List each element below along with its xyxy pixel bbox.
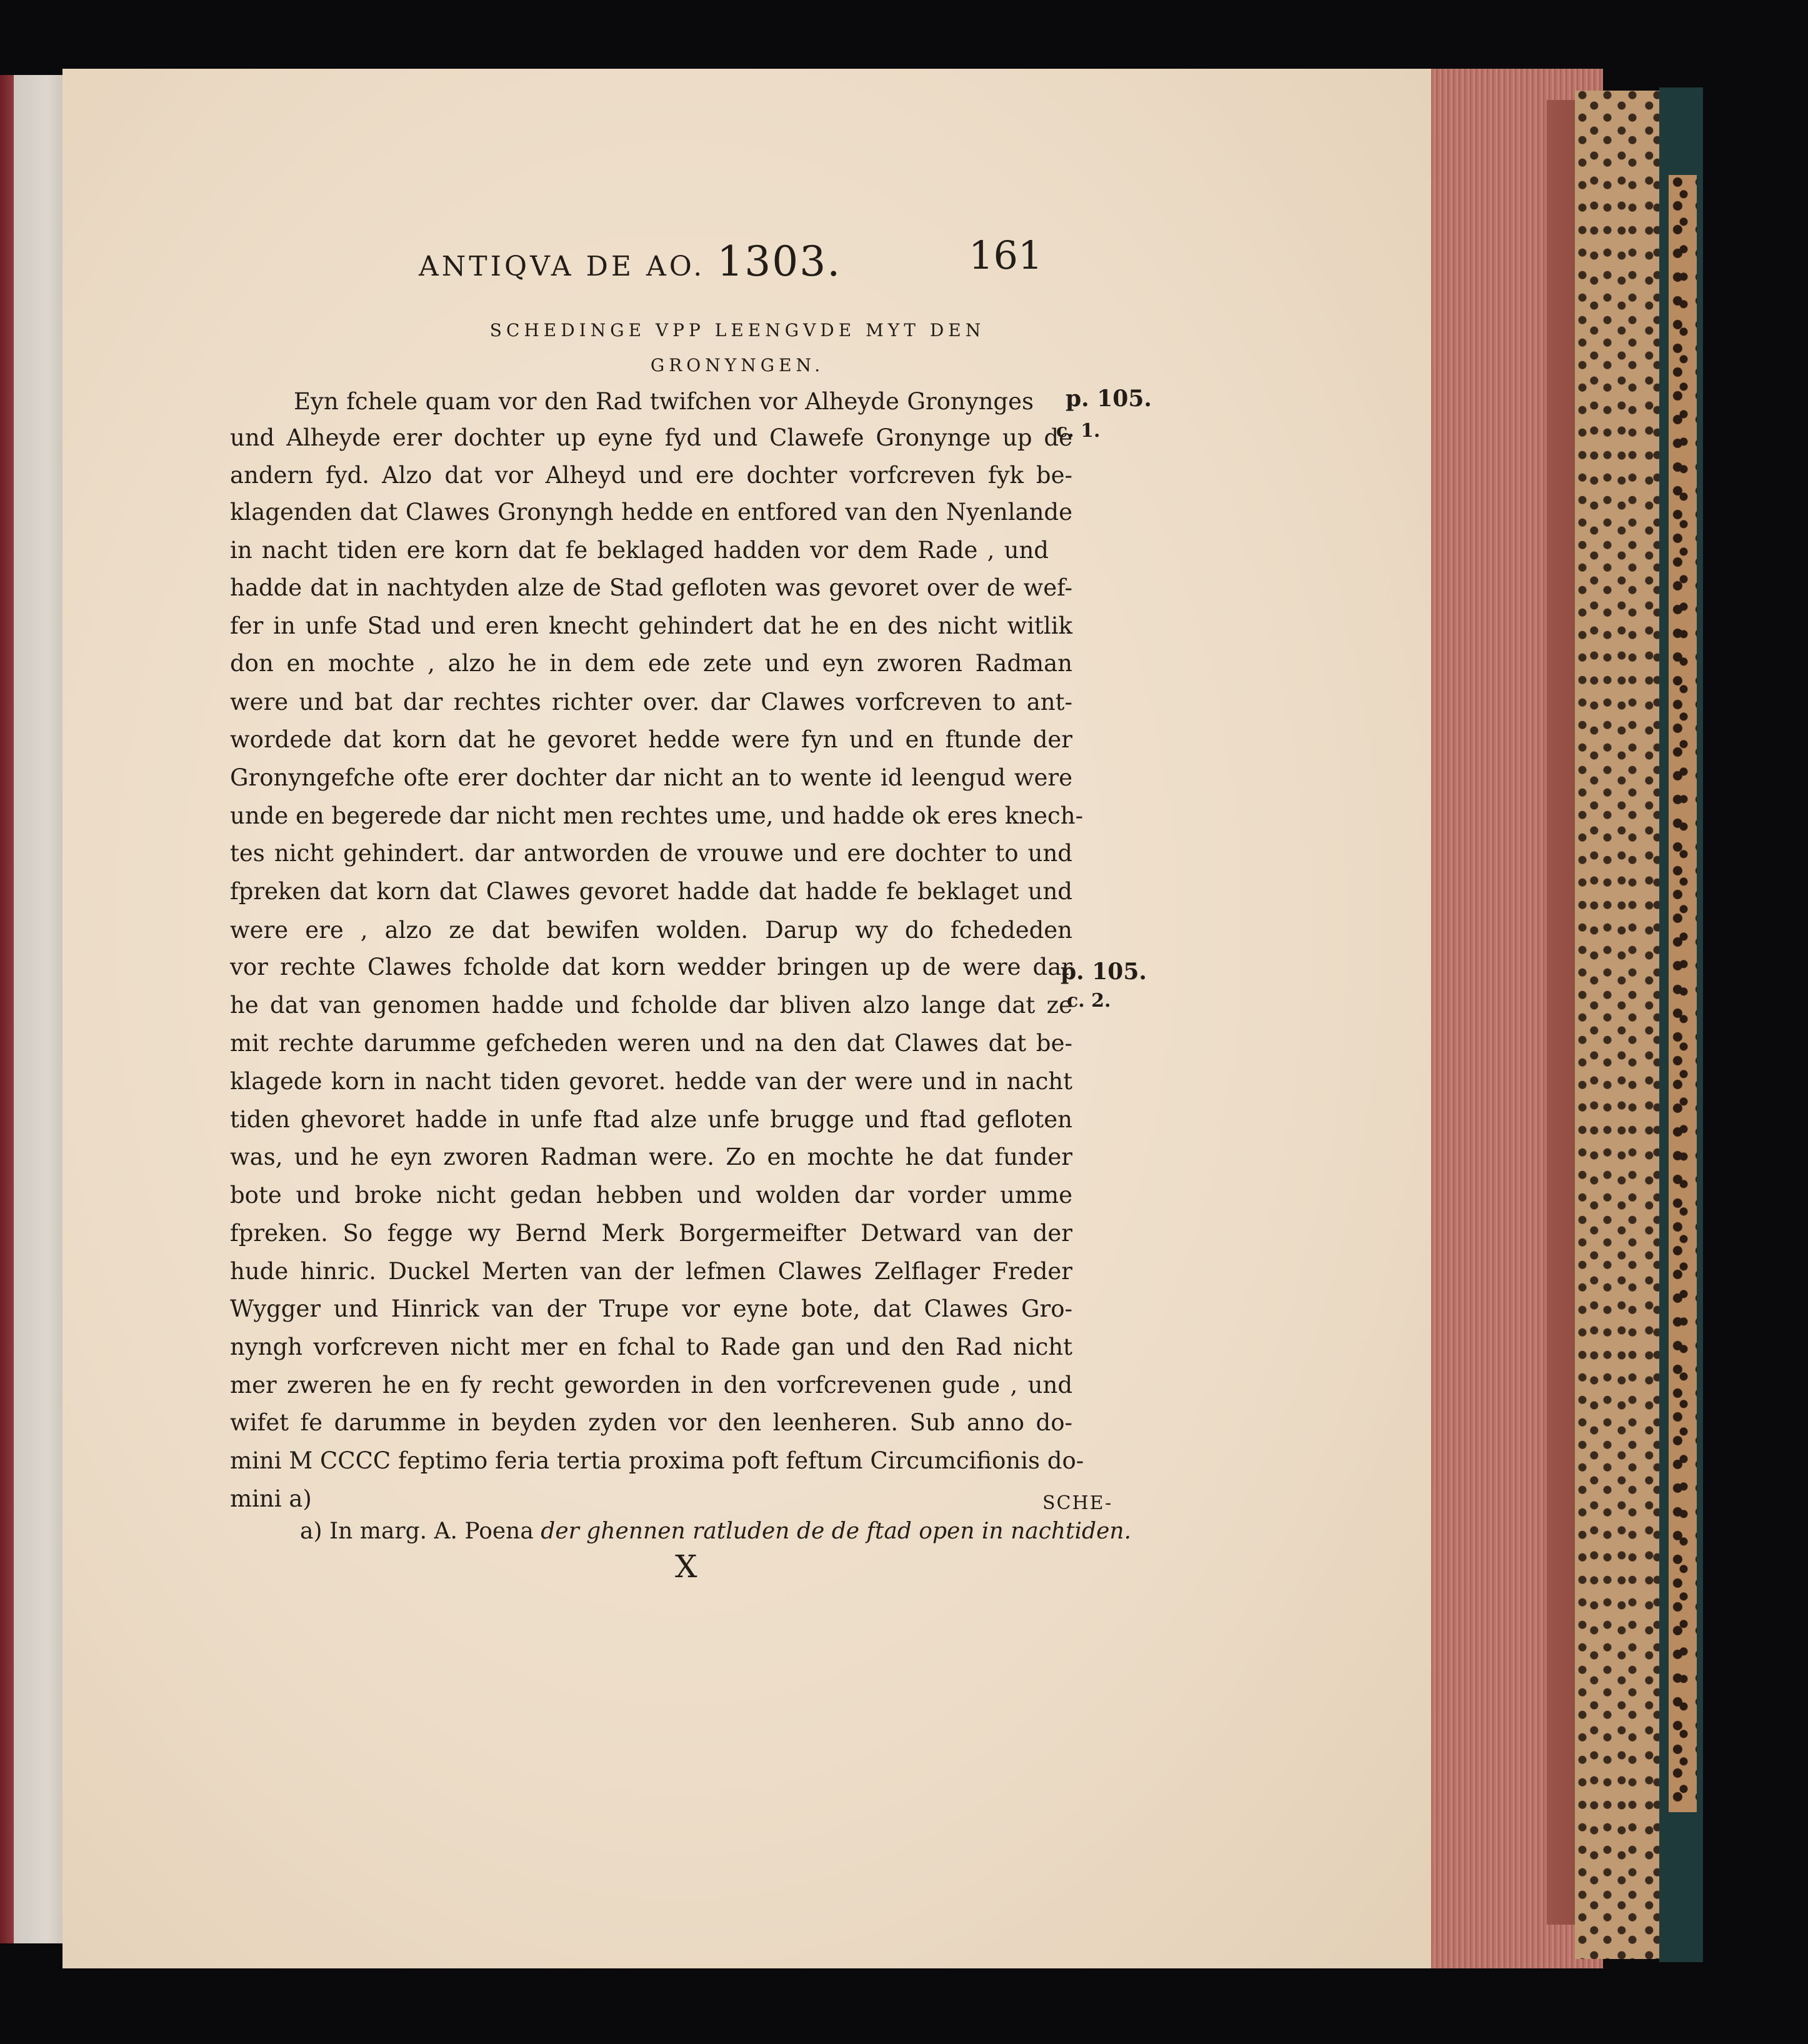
body-line: fpreken. So fegge wy Bernd Merk Borgermeifter Detward van der [230,1220,1072,1247]
margin-note-column: c. 1. [1056,420,1101,442]
body-line: Wygger und Hinrick van der Trupe vor eyne bote, dat Clawes Gro- [230,1295,1072,1322]
body-line: wifet fe darumme in beyden zyden vor den leenheren. Sub anno do- [230,1409,1072,1436]
body-line: und Alheyde erer dochter up eyne fyd und Clawefe Gronynge up de [230,424,1072,451]
body-line: mer zweren he en fy recht geworden in den vorfcrevenen gude , und [230,1372,1072,1398]
section-heading-line-2: GRONYNGEN. [650,355,825,376]
body-line: andern fyd. Alzo dat vor Alheyd und ere dochter vorfcreven fyk be- [230,462,1072,489]
body-line: fpreken dat korn dat Clawes gevoret hadde dat hadde fe beklaget und [230,878,1072,905]
body-line: vor rechte Clawes fcholde dat korn wedder bringen up de were dar [230,954,1072,980]
footnote-italic: der ghennen ratluden de de ftad open in nachtiden. [541,1518,1132,1544]
section-heading-line-1: SCHEDINGE VPP LEENGVDE MYT DEN [489,320,986,341]
margin-note-page: p. 105. [1061,959,1147,985]
body-line: klagede korn in nacht tiden gevoret. hedde van der were und in nacht [230,1068,1072,1095]
margin-note-column: c. 2. [1067,990,1111,1012]
body-line: Eyn fchele quam vor den Rad twifchen vor Alheyde Gronynges [294,388,1034,415]
body-line: unde en begerede dar nicht men rechtes ume, und hadde ok eres knech- [230,802,1084,829]
running-title [419,237,841,286]
catchword: SCHE- [1042,1492,1113,1514]
body-line: in nacht tiden ere korn dat fe beklaged hadden vor dem Rade , und [230,537,1049,564]
margin-note-page: p. 105. [1066,386,1152,412]
body-line: nyngh vorfcreven nicht mer en fchal to Rade gan und den Rad nicht [230,1334,1072,1360]
body-line: was, und he eyn zworen Radman were. Zo en mochte he dat funder [230,1144,1072,1170]
body-line: hude hinric. Duckel Merten van der lefmen Clawes Zelflager Freder [230,1258,1072,1285]
body-line: bote und broke nicht gedan hebben und wolden dar vorder umme [230,1182,1072,1209]
body-line: wordede dat korn dat he gevoret hedde were fyn und en ftunde der [230,726,1072,753]
body-line: mini a) [230,1485,312,1512]
footnote-marker: a) In marg. A. Poena [300,1518,534,1544]
running-title-text: ANTIQVA DE AO. [419,251,706,282]
body-line: were und bat dar rechtes richter over. dar Clawes vorfcreven to ant- [230,689,1072,715]
body-line: tiden ghevoret hadde in unfe ftad alze unfe brugge und ftad gefloten [230,1106,1072,1133]
body-line: tes nicht gehindert. dar antworden de vrouwe und ere dochter to und [230,840,1072,867]
page-number: 161 [969,232,1043,278]
body-line: klagenden dat Clawes Gronyngh hedde en entfored van den Nyenlande [230,499,1072,526]
body-line: he dat van genomen hadde und fcholde dar bliven alzo lange dat ze [230,992,1072,1019]
body-line: were ere , alzo ze dat bewifen wolden. Darup wy do fchededen [230,917,1072,944]
running-title-year: 1303. [717,237,842,286]
body-line: mini M CCCC feptimo feria tertia proxima poft feftum Circumcifionis do- [230,1447,1084,1474]
body-line: mit rechte darumme gefcheden weren und na den dat Clawes dat be- [230,1030,1072,1057]
footnote [300,1518,1132,1544]
body-line: don en mochte , alzo he in dem ede zete und eyn zworen Radman [230,650,1072,677]
body-line: hadde dat in nachtyden alze de Stad gefloten was gevoret over de wef- [230,574,1072,601]
body-line: fer in unfe Stad und eren knecht gehindert dat he en des nicht witlik [230,612,1072,639]
signature-mark: X [675,1548,697,1585]
body-line: Gronyngefche ofte erer dochter dar nicht an to wente id leengud were [230,764,1072,791]
